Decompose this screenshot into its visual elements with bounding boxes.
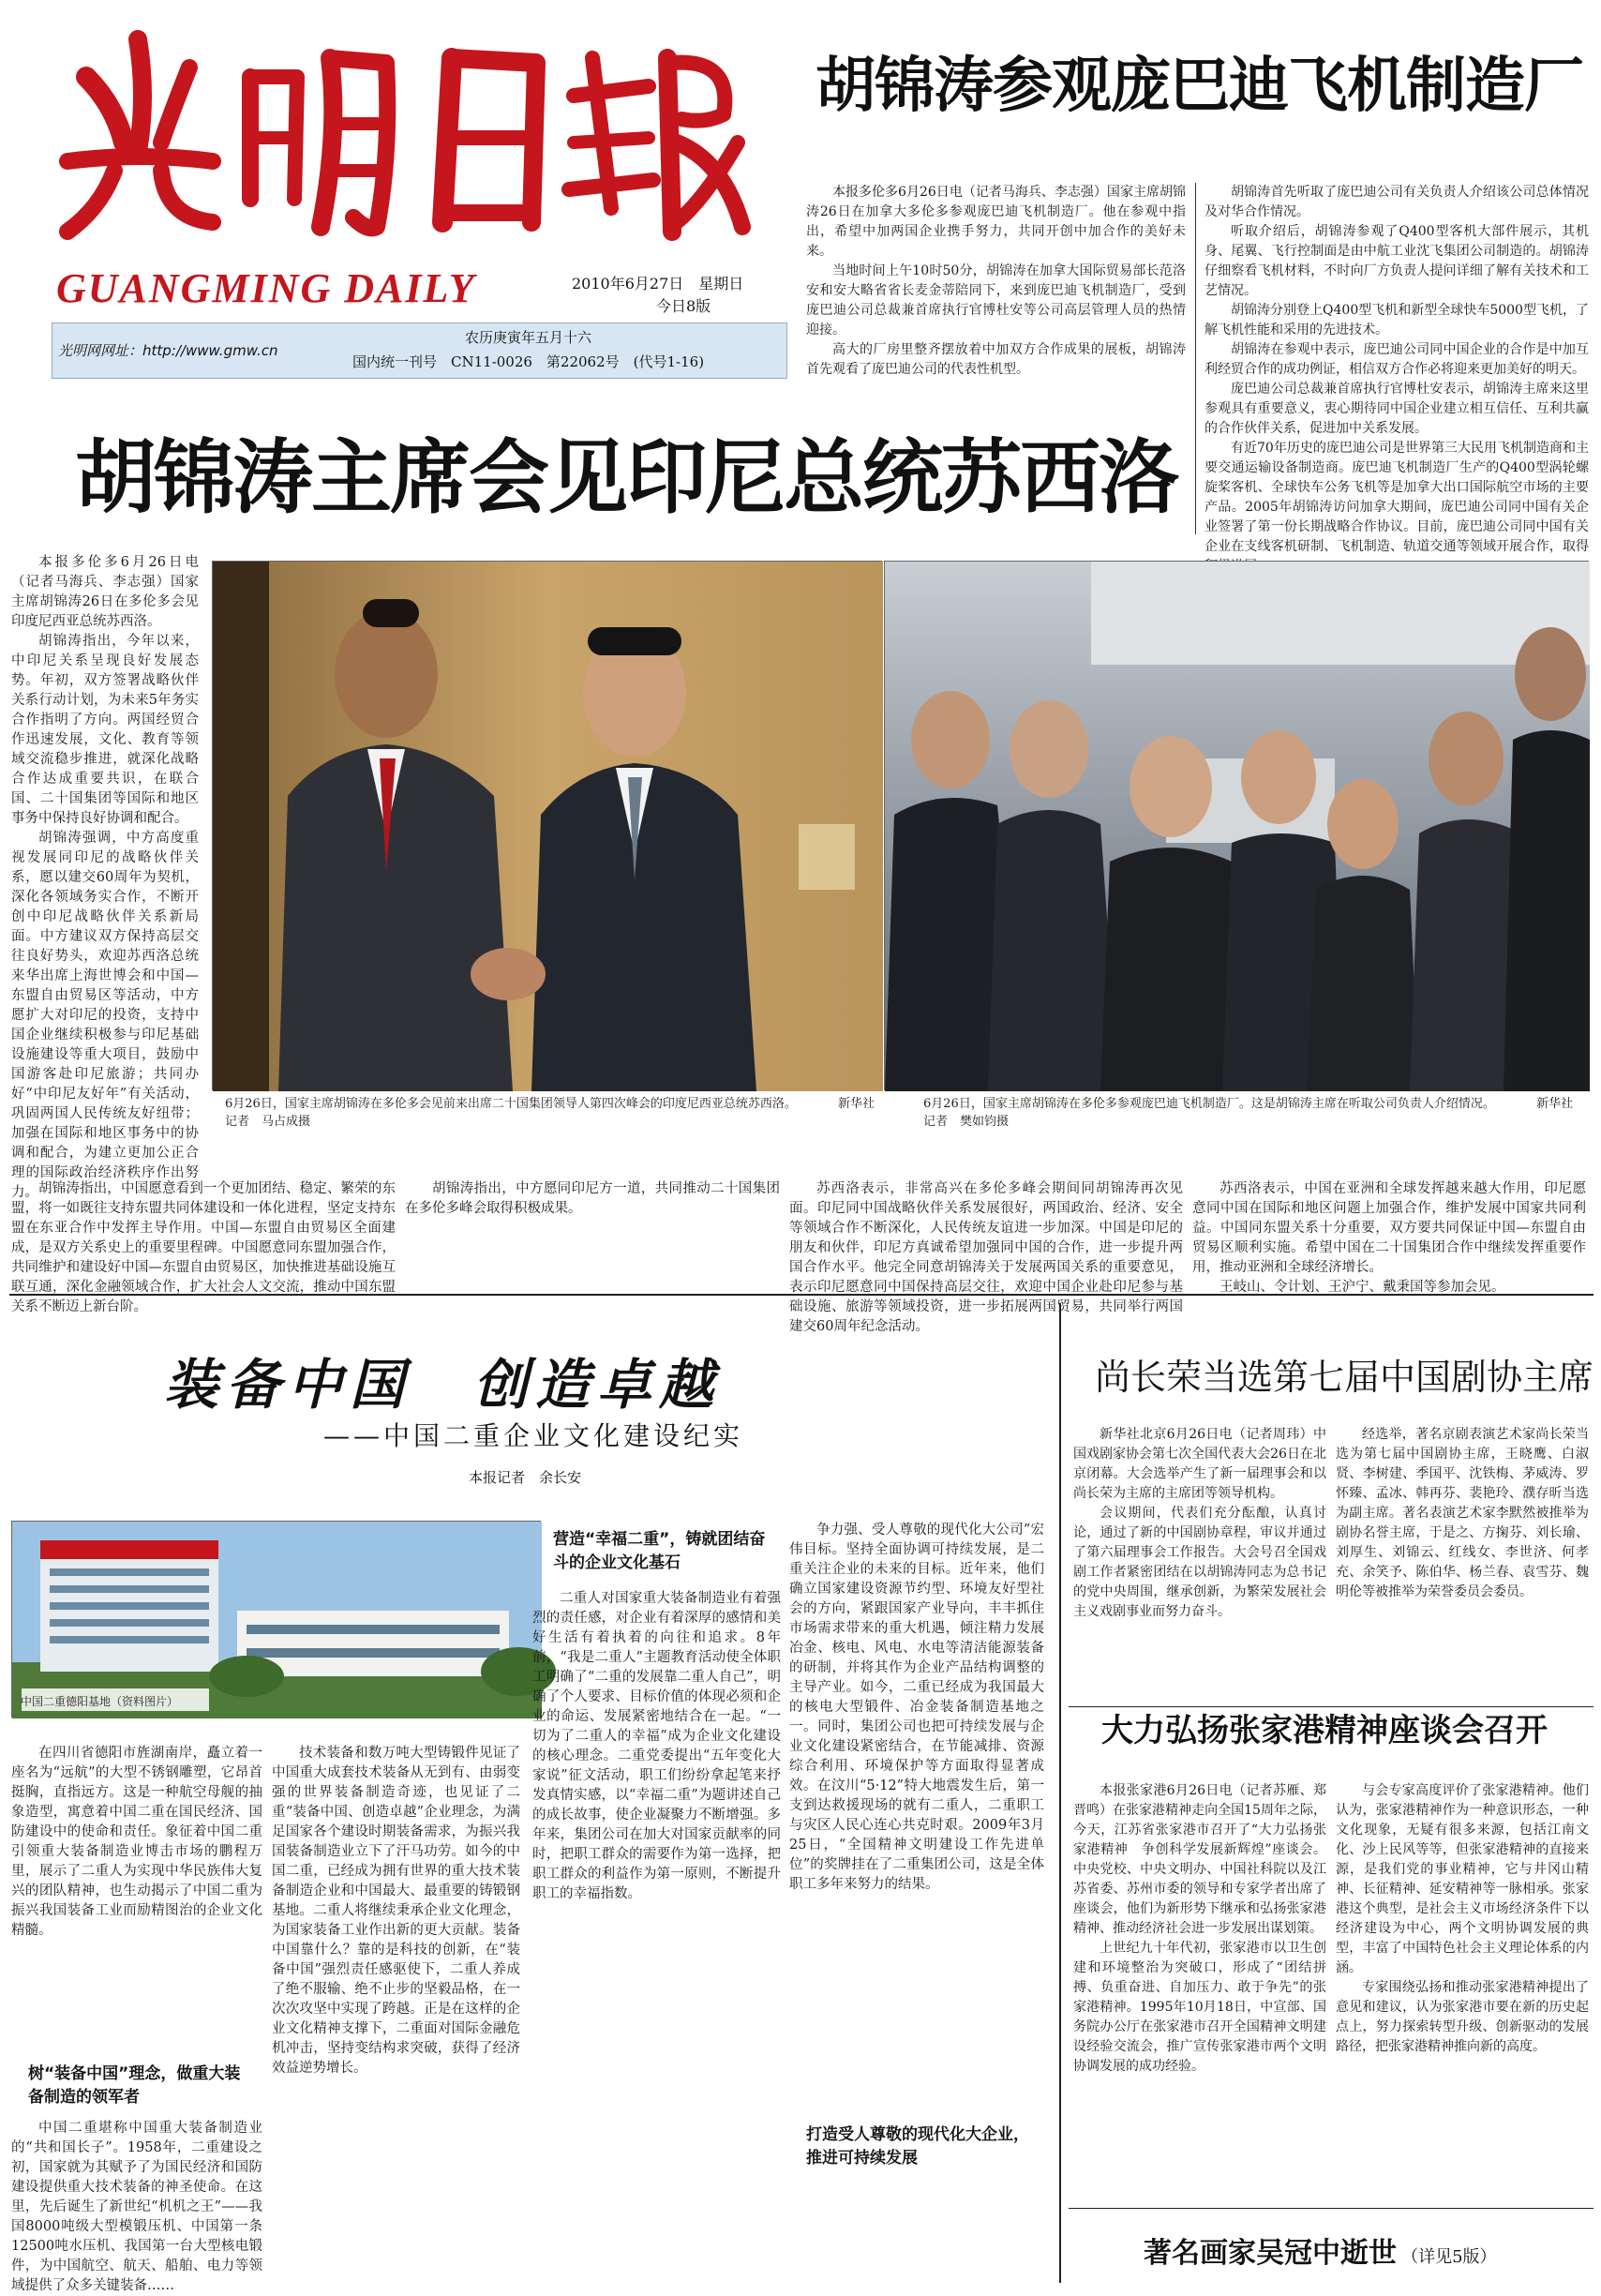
edition-note: 今日8版 <box>656 297 711 315</box>
paragraph: 胡锦涛首先听取了庞巴迪公司有关负责人介绍该公司总体情况及对华合作情况。 <box>1204 185 1589 219</box>
lead-body-col5 <box>1192 1179 1586 1295</box>
paragraph: 王岐山、令计划、王沪宁、戴秉国等参加会见。 <box>1219 1280 1505 1295</box>
handshake-photo-image <box>213 562 883 1091</box>
feature-col1b <box>11 2119 262 2293</box>
paragraph: 二重人对国家重大装备制造业有着强烈的责任感，对企业有着深厚的感情和美好生活有着执着的向往和追求。8年前，“我是二重人”主题教育活动使全体职工明确了“二重的发展靠二重人自己”，明确了个人要求、目标价值的体现必须和企业的命运、发展紧密地结合在一起。“一切为了二重人的幸福”成为企业文化建设的核心理念。二重党委提出“五年变化大家说”征文活动，职工们纷纷拿起笔来抒发真情实感，以“幸福二重”为题讲述自己的成长故事，使企业凝聚力不断增强。多年来，集团公司在加大对国家贡献率的同时，把职工群众的需要作为第一选择，把职工群众的利益作为第一原则，不断提升职工的幸福指数。 <box>532 1591 781 1901</box>
zhangjiagang-col2 <box>1336 1781 1589 2194</box>
paragraph: 当地时间上午10时50分，胡锦涛在加拿大国际贸易部长范洛安和安大略省省长麦金蒂陪同下，来到庞巴迪飞机制造厂，受到庞巴迪公司总裁兼首席执行官博杜安等公司高层管理人员的热情迎接。 <box>806 263 1186 338</box>
obituary-text: 著名画家吴冠中逝世 <box>1144 2237 1397 2270</box>
feature-subhead-1: 营造“幸福二重”，铸就团结奋斗的企业文化基石 <box>553 1530 766 1572</box>
feature-byline: 本报记者 余长安 <box>469 1469 582 1486</box>
feature-subhead-2: 树“装备中国”理念，做重大装备制造的领军者 <box>28 2064 241 2107</box>
feature-col2 <box>272 1744 520 2278</box>
paragraph: 经选举，著名京剧表演艺术家尚长荣当选为第七届中国剧协主席，王晓鹰、白淑贤、李树建、季国平、沈铁梅、茅威涛、罗怀臻、孟冰、韩再芬、裴艳玲、濮存昕当选为副主席。著名表演艺术家李默然被推举为剧协名誉主席，于是之、方掬芬、刘长瑜、刘厚生、刘锦云、红线女、李世济、何孝充、余笑予、陈伯华、杨兰春、袁雪芬、魏明伦等被推举为荣誉委员会委员。 <box>1336 1427 1589 1599</box>
masthead-logo-text <box>0 0 1 1</box>
feature-headline: 装备中国 创造卓越 <box>164 1353 722 1417</box>
feature-subtitle: ——中国二重企业文化建设纪实 <box>323 1420 744 1451</box>
bombardier-headline: 胡锦涛参观庞巴迪飞机制造厂 <box>815 52 1583 121</box>
paragraph: 会议期间，代表们充分酝酿，认真讨论，通过了新的中国剧协章程，审议并通过了第六届理事会工作报告。大会号召全国戏剧工作者紧密团结在以胡锦涛同志为总书记的党中央周围，继承创新，为繁荣发展社会主义戏剧事业而努力奋斗。 <box>1073 1506 1326 1619</box>
lunar-date: 农历庚寅年五月十六 <box>465 329 592 346</box>
caption-text: 6月26日，国家主席胡锦涛在多伦多会见前来出席二十国集团领导人第四次峰会的印度尼西亚总统苏西洛。 <box>225 1097 797 1111</box>
issn-line: 国内统一刊号 CN11-0026 第22062号 (代号1-16) <box>352 353 705 370</box>
photo-erzhong-base <box>11 1521 541 1718</box>
paragraph: 专家围绕弘扬和推动张家港精神提出了意见和建议，认为张家港市要在新的历史起点上，努力探索转型升级、创新驱动的发展路径，把张家港精神推向新的高度。 <box>1336 1980 1589 2054</box>
paragraph: 本报张家港6月26日电（记者苏雁、郑晋鸣）在张家港精神走向全国15周年之际，今天，江苏省张家港市召开了“大力弘扬张家港精神 争创科学发展新辉煌”座谈会。中央党校、中央文明办、中国社科院以及江苏省委、苏州市委的领导和专家学者出席了座谈会，他们为新形势下继承和弘扬张家港精神、推动经济社会进一步发展出谋划策。 <box>1073 1783 1326 1936</box>
handshake-caption <box>225 1095 881 1133</box>
masthead-calligraphy-logo <box>49 21 761 246</box>
lead-body-col4 <box>789 1179 1183 1334</box>
paragraph: 苏西洛表示，非常高兴在多伦多峰会期间同胡锦涛再次见面。印尼同中国战略伙伴关系发展很好，两国政治、经济、安全等领域合作不断深化，人民传统友谊进一步加深。中国是印尼的朋友和伙伴，印尼方真诚希望加强同中国的合作，进一步提升两国合作水平。他完全同意胡锦涛关于发展两国关系的重要意见，表示印尼愿意同中国保持高层交往，欢迎中国企业赴印尼参与基础设施、旅游等领域投资，进一步拓展两国贸易，共同举行两国建交60周年纪念活动。 <box>789 1181 1183 1334</box>
drama-col2 <box>1336 1425 1589 1706</box>
paragraph: 胡锦涛分别登上Q400型飞机和新型全球快车5000型飞机，了解飞机性能和采用的先进技术。 <box>1204 303 1589 338</box>
lead-body-col1 <box>11 553 199 1200</box>
website-url[interactable]: 光明网网址：http://www.gmw.cn <box>58 342 278 359</box>
feature-subhead-3: 打造受人尊敬的现代化大企业，推进可持续发展 <box>806 2125 1029 2168</box>
lead-headline: 胡锦涛主席会见印尼总统苏西洛 <box>75 431 1177 525</box>
bombardier-body-col2 <box>1204 183 1589 554</box>
paragraph: 本报多伦多6月26日电（记者马海兵、李志强）国家主席胡锦涛26日在加拿大多伦多参观庞巴迪飞机制造厂。他在参观中指出，希望中加两国企业携手努力，共同开创中加合作的美好未来。 <box>806 185 1186 259</box>
caption-text: 6月26日，国家主席胡锦涛在多伦多参观庞巴迪飞机制造厂。这是胡锦涛主席在听取公司负责人介绍情况。 <box>923 1097 1495 1111</box>
english-name: GUANGMING DAILY <box>56 265 476 311</box>
obituary-teaser[interactable] <box>1144 2229 1497 2271</box>
paragraph: 胡锦涛指出，今年以来，中印尼关系呈现良好发展态势。年初，双方签署战略伙伴关系行动计划，为未来5年务实合作指明了方向。两国经贸合作迅速发展，文化、教育等领域交流稳步推进，就深化战略合作达成重要共识，在联合国、二十国集团等国际和地区事务中保持良好协调和配合。 <box>11 634 199 826</box>
date-line: 2010年6月27日 星期日 <box>572 275 744 293</box>
photo-credit: 新华社记者 樊如钧摄 <box>923 1097 1573 1129</box>
photo-factory-visit <box>884 561 1589 1090</box>
factory-photo-image <box>885 562 1590 1091</box>
paragraph: 上世纪九十年代初，张家港市以卫生创建和环境整治为突破口，形成了“团结拼搏、负重奋进、自加压力、敢于争先”的张家港精神。1995年10月18日，中宣部、国务院办公厅在张家港市召开全国精神文明建设经验交流会，推广宣传张家港市两个文明协调发展的成功经验。 <box>1073 1941 1326 2074</box>
zhangjiagang-col1 <box>1073 1781 1326 2194</box>
lead-body-col3 <box>405 1179 780 1283</box>
photo-credit: 新华社记者 马占成摄 <box>225 1097 875 1129</box>
factory-caption <box>923 1095 1584 1133</box>
drama-col1 <box>1073 1425 1326 1706</box>
paragraph: 胡锦涛指出，中方愿同印尼方一道，共同推动二十国集团在多伦多峰会取得积极成果。 <box>405 1181 780 1216</box>
paragraph: 胡锦涛在参观中表示，庞巴迪公司同中国企业的合作是中加互利经贸合作的成功例证，相信双方合作必将迎来更加美好的明天。 <box>1204 342 1589 377</box>
zhangjiagang-headline: 大力弘扬张家港精神座谈会召开 <box>1101 1712 1548 1749</box>
paragraph: 争力强、受人尊敬的现代化大公司”宏伟目标。坚持全面协调可持续发展，是二重关注企业的未来的目标。近年来，他们确立国家建设资源节约型、环境友好型社会的方向，紧跟国家产业导向，丰丰抓住市场需求带来的重大机遇，倾注精力发展冶金、核电、风电、水电等清洁能源装备的研制，并将其作为企业产品结构调整的主导产业。如今，二重已经成为我国最大的核电大型锻件、冶金装备制造基地之一。同时，集团公司也把可持续发展与企业文化建设紧密结合，在节能减排、资源综合利用、环境保护等方面取得显著成效。在汶川“5·12”特大地震发生后，第一支到达救援现场的就有二重人，二重职工与灾区人民心连心共克时艰。2009年3月25日，“全国精神文明建设工作先进单位”的奖牌挂在了二重集团公司，这是全体职工多年来努力的结果。 <box>789 1523 1044 1892</box>
lead-body-col2 <box>11 1179 396 1314</box>
feature-col3 <box>532 1589 781 2278</box>
paragraph: 有近70年历史的庞巴迪公司是世界第三大民用飞机制造商和主要交通运输设备制造商。庞巴迪飞机制造厂生产的Q400型涡轮螺旋桨客机、全球快车公务飞机等是加拿大出口国际航空市场的主要产品。2005年胡锦涛访问加拿大期间，庞巴迪公司同中国有关企业签署了第一份长期战略合作协议。目前，庞巴迪公司同中国有关企业在支线客机研制、飞机制造、轨道交通等领域开展合作，取得 <box>1204 441 1589 554</box>
paragraph: 胡锦涛强调，中方高度重视发展同印尼的战略伙伴关系，愿以建交60周年为契机，深化各领域务实合作，不断开创中印尼战略伙伴关系新局面。中方建议双方保持高层交往良好势头，欢迎苏西洛总统来华出席上海世博会和中国—东盟自由贸易区等活动，中方愿扩大对印尼的投资，支持中国企业继续积极参与印尼基础设施建设等重大项目，鼓励中国游客赴印尼旅游；共同办好“中印尼友好年”有关活动，巩固两国人民传统友好纽带；加强在国际和地区事务中的协调和配合，为建立更加公正合理的国际政治经济秩序作出努力。 <box>11 831 199 1200</box>
erzhong-base-image <box>12 1522 542 1718</box>
paragraph: 中国二重堪称中国重大装备制造业的“共和国长子”。1958年，二重建设之初，国家就为其赋予了为国民经济和国防建设提供重大技术装备的神圣使命。在这里，先后诞生了新世纪“机机之王”——我国8000吨级大型模锻压机、中国第一条12500吨水压机、我国第一台大型核电锻件，为中国航空、航天、船舶、电力等领域提供了众多关键装备…… <box>11 2121 262 2293</box>
paragraph: 苏西洛表示，中国在亚洲和全球发挥越来越大作用，印尼愿意同中国在国际和地区问题上加强合作，维护发展中国家共同利益。中国同东盟关系十分重要，双方要共同保证中国—东盟自由贸易区顺利实施。希望中国在二十国集团合作中继续发挥重要作用，推动亚洲和全球经济增长。 <box>1192 1181 1586 1275</box>
paragraph: 在四川省德阳市旌湖南岸，矗立着一座名为“远航”的大型不锈钢雕塑，它昂首挺胸，直指远方。这是一种航空母舰的抽象造型，寓意着中国二重在国民经济、国防建设中的使命和责任。象征着中国二重引领重大装备制造业博击市场的鹏程万里，展示了二重人为实现中华民族伟大复兴的团队精神，也生动揭示了中国二重为振兴我国装备工业而励精图治的企业文化精髓。 <box>11 1746 262 1938</box>
paragraph: 本报多伦多6月26日电（记者马海兵、李志强）国家主席胡锦涛26日在多伦多会见印度尼西亚总统苏西洛。 <box>11 555 199 629</box>
paragraph: 新华社北京6月26日电（记者周玮）中国戏剧家协会第七次全国代表大会26日在北京闭幕。大会选举产生了新一届理事会和以尚长荣为主席的主席团等领导机构。 <box>1073 1427 1326 1501</box>
feature-col4 <box>789 1521 1044 2064</box>
paragraph: 听取介绍后，胡锦涛参观了Q400型客机大部件展示，其机身、尾翼、飞行控制面是由中航工业沈飞集团公司制造的。胡锦涛仔细察看飞机材料，不时向厂方负责人提问详细了解有关技术和工艺情况。 <box>1204 224 1589 298</box>
masthead-logo <box>49 21 761 246</box>
paragraph: 技术装备和数万吨大型铸锻件见证了中国重大成套技术装备从无到有、由弱变强的世界装备制造奇迹，也见证了二重“装备中国、创造卓越”企业理念，为满足国家各个建设时期装备需求，为振兴我国装备制造业立下了汗马功劳。如今的中国二重，已经成为拥有世界的重大技术装备制造企业和中国最大、最重要的铸锻钢基地。二重人将继续秉承企业文化理念，为国家装备工业作出新的更大贡献。装备中国靠什么？靠的是科技的创新，在“装备中国”强烈责任感驱使下，二重人养成了绝不服输、绝不止步的坚毅品格，在一次次攻坚中实现了跨越。正是在这样的企业文化精神支撑下，二重面对国际金融危机冲击，坚持变结构求突破，获得了经济效益逆势增长。 <box>272 1746 520 2076</box>
feature-col1 <box>11 1744 262 2063</box>
paragraph: 高大的厂房里整齐摆放着中加双方合作成果的展板，胡锦涛首先观看了庞巴迪公司的代表性机型。 <box>806 342 1186 377</box>
paragraph: 胡锦涛指出，中国愿意看到一个更加团结、稳定、繁荣的东盟，将一如既往支持东盟共同体建设和一体化进程，坚定支持东盟在东亚合作中发挥主导作用。中国—东盟自由贸易区全面建成，是双方关系史上的重要里程碑。中国愿意同东盟加强合作，共同维护和建设好中国—东盟自由贸易区，加快推进基础设施互联互通，深化金融领域合作，扩大社会人文交流，推动中国东盟关系不断迈上新台阶。 <box>11 1181 396 1314</box>
info-bar <box>52 323 787 379</box>
drama-headline: 尚长荣当选第七届中国剧协主席 <box>1095 1357 1594 1398</box>
obituary-note: （详见5版） <box>1401 2247 1497 2267</box>
paragraph: 庞巴迪公司总裁兼首席执行官博杜安表示，胡锦涛主席来这里参观具有重要意义，衷心期待同中国企业建立相互信任、互利共赢的合作伙伴关系，促进加中关系发展。 <box>1204 382 1589 436</box>
erzhong-photo-caption: 中国二重德阳基地（资料图片） <box>21 1695 179 1708</box>
paragraph: 与会专家高度评价了张家港精神。他们认为，张家港精神作为一种意识形态，一种文化现象，无疑有很多来源，包括江南文化、沙上民风等等，但张家港精神的直接来源，是我们党的事业精神，它与井冈山精神、长征精神、延安精神等一脉相承。张家港这个典型，是社会主义市场经济条件下以经济建设为中心，两个文明协调发展的典型，丰富了中国特色社会主义理论体系的内涵。 <box>1336 1783 1589 1975</box>
photo-handshake <box>212 561 882 1090</box>
